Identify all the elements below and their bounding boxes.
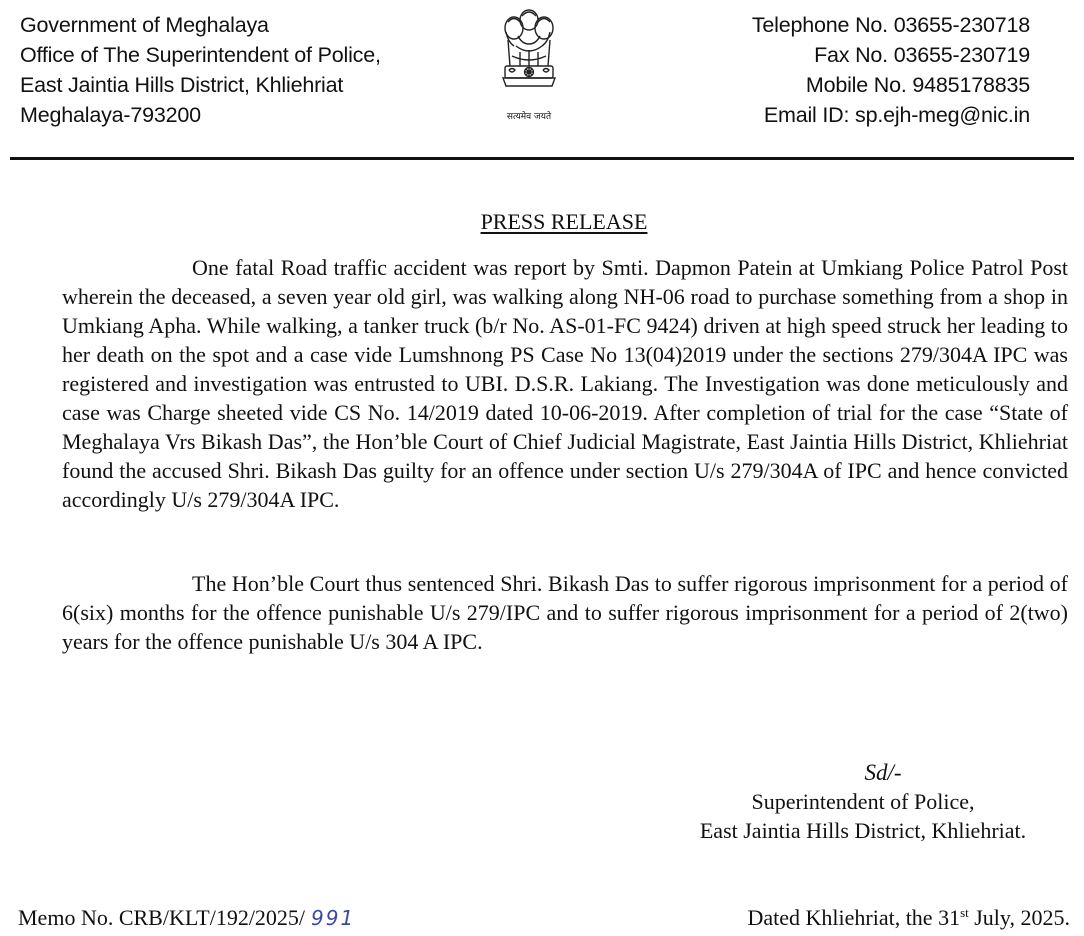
dated-month-year: July, 2025.	[968, 905, 1070, 930]
document-title: PRESS RELEASE	[480, 209, 648, 234]
contact-email: Email ID: sp.ejh-meg@nic.in	[763, 103, 1030, 127]
dated-ordinal-suffix: st	[960, 905, 969, 920]
letterhead-divider	[10, 157, 1074, 160]
contact-mobile: Mobile No. 9485178835	[805, 73, 1030, 97]
letterhead-line-government: Government of Meghalaya	[20, 13, 269, 37]
dated-line	[747, 903, 1070, 932]
signature-designation: Superintendent of Police,	[751, 789, 975, 814]
emblem-motto: सत्यमेव जयते	[506, 112, 552, 122]
contact-telephone: Telephone No. 03655-230718	[751, 13, 1030, 37]
letterhead-office-address	[20, 10, 381, 130]
national-emblem	[494, 6, 564, 128]
signature-block	[660, 758, 1066, 845]
memo-handwritten-number: 991	[311, 906, 356, 930]
paragraph-accident-details: One fatal Road traffic accident was report by Smti. Dapmon Patein at Umkiang Police Patrol Post wherein the deceased, a seven year old girl, was walking along NH-06 road to purchase something from a shop in Umkiang Apha. While walking, a tanker truck (b/r No. AS-01-FC 9424) driven at high speed struck her leading to her death on the spot and a case vide Lumshnong PS Case No 13(04)2019 under the sections 279/304A IPC was registered and investigation was entrusted to UBI. D.S.R. Lakiang. The Investigation was done meticulously and case was Charge sheeted vide CS No. 14/2019 dated 10-06-2019. After completion of trial for the case “State of Meghalaya Vrs Bikash Das”, the Hon’ble Court of Chief Judicial Magistrate, East Jaintia Hills District, Khliehriat found the accused Shri. Bikash Das guilty for an offence under section U/s 279/304A of IPC and hence convicted accordingly U/s 279/304A IPC.	[62, 255, 1068, 512]
letterhead-line-district: East Jaintia Hills District, Khliehriat	[20, 73, 344, 97]
signature-sd: Sd/-	[864, 760, 902, 785]
letterhead-line-pincode: Meghalaya-793200	[20, 103, 201, 127]
dated-prefix: Dated Khliehriat, the 31	[747, 905, 961, 930]
memo-number	[18, 903, 355, 933]
paragraph-sentence: The Hon’ble Court thus sentenced Shri. Bikash Das to suffer rigorous imprisonment for a period of 6(six) months for the offence punishable U/s 279/IPC and to suffer rigorous imprisonment for a period of 2(two) years for the offence punishable U/s 304 A IPC.	[62, 571, 1068, 654]
signature-office: East Jaintia Hills District, Khliehriat.	[699, 818, 1027, 843]
memo-number-text: Memo No. CRB/KLT/192/2025/	[18, 905, 306, 930]
lion-capital-icon	[500, 6, 558, 110]
contact-fax: Fax No. 03655-230719	[814, 43, 1030, 67]
letterhead-line-office: Office of The Superintendent of Police,	[20, 43, 381, 67]
letterhead-contact-details	[752, 10, 1030, 130]
